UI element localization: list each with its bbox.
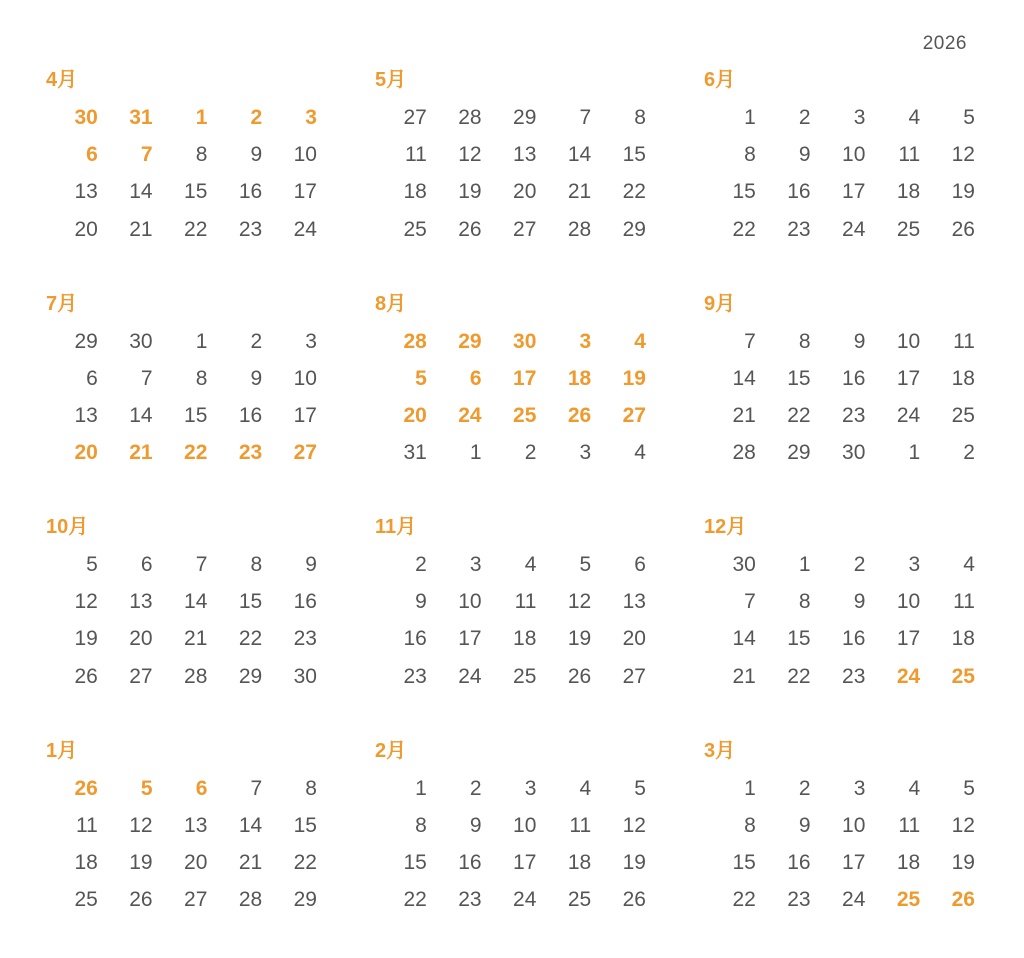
month-title: 12月 (704, 511, 975, 543)
day-cell[interactable]: 10 (262, 360, 317, 397)
day-cell[interactable]: 4 (482, 546, 537, 583)
day-cell-highlighted[interactable]: 25 (920, 658, 975, 695)
month-title: 9月 (704, 288, 975, 320)
day-cell[interactable]: 9 (756, 136, 811, 173)
day-cell[interactable]: 26 (43, 658, 98, 695)
day-cell[interactable]: 25 (43, 881, 98, 918)
day-cell[interactable]: 22 (372, 881, 427, 918)
day-cell[interactable]: 28 (536, 211, 591, 248)
day-cell[interactable]: 19 (591, 844, 646, 881)
day-cell[interactable]: 2 (811, 546, 866, 583)
month-title: 3月 (704, 735, 975, 767)
day-cell[interactable]: 18 (865, 173, 920, 210)
day-cell-highlighted[interactable]: 26 (920, 881, 975, 918)
day-cell[interactable]: 19 (920, 173, 975, 210)
day-cell[interactable]: 18 (43, 844, 98, 881)
day-cell-highlighted[interactable]: 28 (372, 323, 427, 360)
day-cell[interactable]: 23 (207, 211, 262, 248)
day-cell-highlighted[interactable]: 6 (427, 360, 482, 397)
day-cell[interactable]: 26 (427, 211, 482, 248)
day-cell[interactable]: 29 (262, 881, 317, 918)
day-cell-highlighted[interactable]: 29 (427, 323, 482, 360)
month-title: 2月 (375, 735, 646, 767)
day-cell[interactable]: 3 (482, 770, 537, 807)
day-cell[interactable]: 22 (207, 620, 262, 657)
day-cell-highlighted[interactable]: 30 (482, 323, 537, 360)
day-cell[interactable]: 24 (482, 881, 537, 918)
day-grid (372, 770, 646, 919)
day-cell[interactable]: 1 (756, 546, 811, 583)
day-cell[interactable]: 10 (865, 323, 920, 360)
month-title: 10月 (46, 511, 317, 543)
day-cell[interactable]: 30 (98, 323, 153, 360)
day-cell-highlighted[interactable]: 7 (98, 136, 153, 173)
day-cell-highlighted[interactable]: 25 (865, 881, 920, 918)
day-grid (701, 99, 975, 248)
calendar-grid (43, 64, 975, 958)
day-cell[interactable]: 15 (262, 807, 317, 844)
day-cell[interactable]: 27 (372, 99, 427, 136)
day-grid (701, 546, 975, 695)
day-cell[interactable]: 27 (153, 881, 208, 918)
day-cell[interactable]: 23 (811, 397, 866, 434)
day-cell-highlighted[interactable]: 2 (207, 99, 262, 136)
day-cell[interactable]: 19 (98, 844, 153, 881)
day-cell-highlighted[interactable]: 30 (43, 99, 98, 136)
day-cell[interactable]: 15 (207, 583, 262, 620)
day-cell[interactable]: 13 (98, 583, 153, 620)
day-cell[interactable]: 26 (591, 881, 646, 918)
day-cell-highlighted[interactable]: 5 (98, 770, 153, 807)
day-cell[interactable]: 24 (811, 881, 866, 918)
day-cell[interactable]: 13 (591, 583, 646, 620)
day-cell[interactable]: 7 (536, 99, 591, 136)
day-cell[interactable]: 23 (262, 620, 317, 657)
day-cell[interactable]: 19 (43, 620, 98, 657)
day-cell[interactable]: 1 (427, 434, 482, 471)
day-cell-highlighted[interactable]: 3 (536, 323, 591, 360)
day-cell[interactable]: 20 (591, 620, 646, 657)
day-cell[interactable]: 8 (756, 583, 811, 620)
day-cell[interactable]: 30 (811, 434, 866, 471)
day-cell[interactable]: 16 (372, 620, 427, 657)
day-cell[interactable]: 28 (701, 434, 756, 471)
month-title: 7月 (46, 288, 317, 320)
day-cell-highlighted[interactable]: 24 (865, 658, 920, 695)
month-title: 6月 (704, 64, 975, 96)
day-cell[interactable]: 8 (153, 360, 208, 397)
day-cell-highlighted[interactable]: 26 (43, 770, 98, 807)
day-cell-highlighted[interactable]: 27 (591, 397, 646, 434)
day-grid (701, 323, 975, 472)
day-cell[interactable]: 10 (811, 136, 866, 173)
day-cell[interactable]: 11 (536, 807, 591, 844)
day-cell[interactable]: 4 (536, 770, 591, 807)
day-cell[interactable]: 15 (701, 844, 756, 881)
day-cell[interactable]: 10 (865, 583, 920, 620)
day-cell[interactable]: 10 (427, 583, 482, 620)
day-cell[interactable]: 26 (920, 211, 975, 248)
day-cell[interactable]: 26 (536, 658, 591, 695)
day-cell[interactable]: 7 (701, 323, 756, 360)
day-cell[interactable]: 19 (920, 844, 975, 881)
day-cell[interactable]: 8 (153, 136, 208, 173)
day-cell[interactable]: 13 (482, 136, 537, 173)
day-cell-highlighted[interactable]: 4 (591, 323, 646, 360)
day-grid (43, 323, 317, 472)
day-cell[interactable]: 7 (207, 770, 262, 807)
day-cell[interactable]: 9 (207, 136, 262, 173)
day-cell[interactable]: 23 (756, 881, 811, 918)
day-cell[interactable]: 16 (756, 844, 811, 881)
day-cell[interactable]: 22 (591, 173, 646, 210)
day-cell-highlighted[interactable]: 5 (372, 360, 427, 397)
day-cell[interactable]: 21 (701, 397, 756, 434)
day-cell[interactable]: 4 (865, 99, 920, 136)
day-cell[interactable]: 13 (43, 173, 98, 210)
day-cell[interactable]: 14 (701, 620, 756, 657)
day-cell[interactable]: 22 (756, 397, 811, 434)
day-cell[interactable]: 17 (865, 620, 920, 657)
day-cell[interactable]: 10 (482, 807, 537, 844)
day-cell[interactable]: 20 (98, 620, 153, 657)
day-grid (43, 770, 317, 919)
day-cell[interactable]: 28 (427, 99, 482, 136)
day-cell[interactable]: 19 (536, 620, 591, 657)
day-cell[interactable]: 18 (920, 360, 975, 397)
day-cell[interactable]: 12 (920, 807, 975, 844)
day-cell[interactable]: 12 (920, 136, 975, 173)
day-cell[interactable]: 15 (372, 844, 427, 881)
month-title: 1月 (46, 735, 317, 767)
day-cell-highlighted[interactable]: 20 (43, 434, 98, 471)
day-cell[interactable]: 22 (701, 881, 756, 918)
day-cell[interactable]: 11 (920, 323, 975, 360)
day-cell[interactable]: 3 (811, 770, 866, 807)
day-cell[interactable]: 1 (865, 434, 920, 471)
day-cell[interactable]: 2 (427, 770, 482, 807)
day-cell-highlighted[interactable]: 17 (482, 360, 537, 397)
day-grid (372, 99, 646, 248)
day-cell[interactable]: 31 (372, 434, 427, 471)
day-cell-highlighted[interactable]: 27 (262, 434, 317, 471)
day-cell[interactable]: 6 (43, 360, 98, 397)
day-cell-highlighted[interactable]: 6 (43, 136, 98, 173)
day-cell[interactable]: 9 (756, 807, 811, 844)
day-cell-highlighted[interactable]: 3 (262, 99, 317, 136)
day-cell[interactable]: 21 (701, 658, 756, 695)
day-cell[interactable]: 19 (427, 173, 482, 210)
day-cell[interactable]: 20 (43, 211, 98, 248)
day-cell[interactable]: 14 (701, 360, 756, 397)
month-block (701, 511, 975, 735)
day-cell[interactable]: 20 (482, 173, 537, 210)
day-cell[interactable]: 15 (153, 173, 208, 210)
day-cell[interactable]: 3 (427, 546, 482, 583)
day-cell[interactable]: 15 (756, 360, 811, 397)
day-cell[interactable]: 1 (701, 770, 756, 807)
day-cell[interactable]: 16 (811, 360, 866, 397)
day-cell[interactable]: 9 (372, 583, 427, 620)
day-cell[interactable]: 27 (98, 658, 153, 695)
day-cell[interactable]: 25 (482, 658, 537, 695)
day-cell[interactable]: 11 (43, 807, 98, 844)
day-cell-highlighted[interactable]: 21 (98, 434, 153, 471)
day-cell[interactable]: 25 (372, 211, 427, 248)
day-cell[interactable]: 9 (207, 360, 262, 397)
day-cell[interactable]: 18 (536, 844, 591, 881)
day-cell[interactable]: 17 (427, 620, 482, 657)
day-cell[interactable]: 11 (865, 136, 920, 173)
day-cell[interactable]: 12 (98, 807, 153, 844)
day-cell[interactable]: 8 (591, 99, 646, 136)
day-grid (372, 546, 646, 695)
month-block (43, 288, 317, 512)
day-cell-highlighted[interactable]: 23 (207, 434, 262, 471)
day-cell[interactable]: 29 (482, 99, 537, 136)
day-cell[interactable]: 12 (591, 807, 646, 844)
day-cell[interactable]: 8 (756, 323, 811, 360)
month-block (372, 288, 646, 512)
day-cell[interactable]: 15 (591, 136, 646, 173)
day-cell[interactable]: 17 (865, 360, 920, 397)
day-cell[interactable]: 22 (701, 211, 756, 248)
day-cell[interactable]: 4 (920, 546, 975, 583)
day-cell[interactable]: 14 (98, 397, 153, 434)
day-cell[interactable]: 17 (811, 844, 866, 881)
day-cell[interactable]: 7 (98, 360, 153, 397)
day-cell[interactable]: 6 (98, 546, 153, 583)
month-block (43, 64, 317, 288)
day-cell[interactable]: 5 (591, 770, 646, 807)
day-grid (43, 546, 317, 695)
day-cell[interactable]: 3 (536, 434, 591, 471)
day-cell[interactable]: 8 (262, 770, 317, 807)
day-cell[interactable]: 27 (591, 658, 646, 695)
month-block (701, 64, 975, 288)
day-cell[interactable]: 16 (262, 583, 317, 620)
day-cell-highlighted[interactable]: 6 (153, 770, 208, 807)
day-cell[interactable]: 23 (372, 658, 427, 695)
day-cell[interactable]: 8 (701, 136, 756, 173)
day-cell-highlighted[interactable]: 26 (536, 397, 591, 434)
day-cell[interactable]: 29 (756, 434, 811, 471)
day-cell[interactable]: 23 (811, 658, 866, 695)
day-cell[interactable]: 25 (865, 211, 920, 248)
day-cell[interactable]: 24 (427, 658, 482, 695)
day-cell[interactable]: 5 (920, 770, 975, 807)
day-cell[interactable]: 16 (811, 620, 866, 657)
month-block (43, 511, 317, 735)
day-cell[interactable]: 2 (372, 546, 427, 583)
day-cell-highlighted[interactable]: 19 (591, 360, 646, 397)
day-cell[interactable]: 3 (262, 323, 317, 360)
month-block (701, 288, 975, 512)
month-title: 5月 (375, 64, 646, 96)
day-cell[interactable]: 26 (98, 881, 153, 918)
day-cell[interactable]: 17 (262, 173, 317, 210)
day-grid (43, 99, 317, 248)
day-cell[interactable]: 1 (372, 770, 427, 807)
day-cell[interactable]: 15 (153, 397, 208, 434)
day-cell[interactable]: 5 (920, 99, 975, 136)
day-cell[interactable]: 29 (207, 658, 262, 695)
day-cell[interactable]: 3 (811, 99, 866, 136)
day-cell[interactable]: 7 (153, 546, 208, 583)
day-cell[interactable]: 18 (920, 620, 975, 657)
day-cell[interactable]: 3 (865, 546, 920, 583)
day-cell-highlighted[interactable]: 31 (98, 99, 153, 136)
day-cell-highlighted[interactable]: 18 (536, 360, 591, 397)
day-cell[interactable]: 29 (43, 323, 98, 360)
day-cell[interactable]: 28 (207, 881, 262, 918)
month-block (372, 511, 646, 735)
day-cell[interactable]: 21 (536, 173, 591, 210)
day-cell[interactable]: 9 (811, 583, 866, 620)
month-block (701, 735, 975, 958)
day-cell[interactable]: 15 (756, 620, 811, 657)
day-cell[interactable]: 18 (865, 844, 920, 881)
day-cell[interactable]: 11 (372, 136, 427, 173)
day-cell[interactable]: 5 (43, 546, 98, 583)
month-title: 11月 (375, 511, 646, 543)
day-cell[interactable]: 13 (153, 807, 208, 844)
day-cell[interactable]: 14 (536, 136, 591, 173)
day-cell[interactable]: 8 (207, 546, 262, 583)
day-cell[interactable]: 4 (865, 770, 920, 807)
day-cell[interactable]: 21 (207, 844, 262, 881)
day-cell[interactable]: 16 (207, 397, 262, 434)
day-cell[interactable]: 23 (756, 211, 811, 248)
day-cell[interactable]: 29 (591, 211, 646, 248)
day-cell[interactable]: 14 (153, 583, 208, 620)
day-cell[interactable]: 11 (865, 807, 920, 844)
day-cell[interactable]: 6 (591, 546, 646, 583)
day-cell[interactable]: 30 (701, 546, 756, 583)
day-cell-highlighted[interactable]: 25 (482, 397, 537, 434)
day-cell[interactable]: 18 (482, 620, 537, 657)
day-cell[interactable]: 8 (372, 807, 427, 844)
day-cell[interactable]: 25 (920, 397, 975, 434)
day-cell[interactable]: 11 (920, 583, 975, 620)
day-cell[interactable]: 1 (153, 323, 208, 360)
day-grid (372, 323, 646, 472)
day-cell[interactable]: 10 (262, 136, 317, 173)
day-cell[interactable]: 11 (482, 583, 537, 620)
day-cell[interactable]: 28 (153, 658, 208, 695)
day-cell[interactable]: 2 (482, 434, 537, 471)
day-cell-highlighted[interactable]: 1 (153, 99, 208, 136)
day-cell[interactable]: 18 (372, 173, 427, 210)
day-cell[interactable]: 14 (98, 173, 153, 210)
day-cell[interactable]: 12 (536, 583, 591, 620)
day-cell[interactable]: 9 (262, 546, 317, 583)
day-cell[interactable]: 17 (811, 173, 866, 210)
month-title: 4月 (46, 64, 317, 96)
day-grid (701, 770, 975, 919)
day-cell[interactable]: 21 (98, 211, 153, 248)
day-cell[interactable]: 8 (701, 807, 756, 844)
day-cell[interactable]: 17 (482, 844, 537, 881)
day-cell[interactable]: 5 (536, 546, 591, 583)
day-cell[interactable]: 16 (756, 173, 811, 210)
day-cell[interactable]: 12 (427, 136, 482, 173)
day-cell[interactable]: 27 (482, 211, 537, 248)
day-cell[interactable]: 16 (427, 844, 482, 881)
day-cell[interactable]: 9 (427, 807, 482, 844)
day-cell[interactable]: 24 (811, 211, 866, 248)
day-cell[interactable]: 16 (207, 173, 262, 210)
day-cell[interactable]: 12 (43, 583, 98, 620)
day-cell-highlighted[interactable]: 24 (427, 397, 482, 434)
day-cell[interactable]: 23 (427, 881, 482, 918)
day-cell[interactable]: 22 (756, 658, 811, 695)
day-cell[interactable]: 15 (701, 173, 756, 210)
year-label: 2026 (923, 33, 967, 55)
day-cell[interactable]: 25 (536, 881, 591, 918)
month-block (372, 64, 646, 288)
day-cell[interactable]: 2 (207, 323, 262, 360)
day-cell[interactable]: 7 (701, 583, 756, 620)
day-cell[interactable]: 4 (591, 434, 646, 471)
day-cell[interactable]: 2 (756, 770, 811, 807)
day-cell[interactable]: 17 (262, 397, 317, 434)
day-cell[interactable]: 24 (262, 211, 317, 248)
day-cell[interactable]: 2 (920, 434, 975, 471)
day-cell[interactable]: 21 (153, 620, 208, 657)
day-cell[interactable]: 30 (262, 658, 317, 695)
month-block (372, 735, 646, 958)
day-cell-highlighted[interactable]: 22 (153, 434, 208, 471)
month-title: 8月 (375, 288, 646, 320)
day-cell[interactable]: 14 (207, 807, 262, 844)
day-cell[interactable]: 20 (153, 844, 208, 881)
day-cell[interactable]: 10 (811, 807, 866, 844)
day-cell[interactable]: 2 (756, 99, 811, 136)
day-cell[interactable]: 9 (811, 323, 866, 360)
day-cell[interactable]: 24 (865, 397, 920, 434)
month-block (43, 735, 317, 958)
day-cell[interactable]: 1 (701, 99, 756, 136)
day-cell[interactable]: 22 (153, 211, 208, 248)
day-cell-highlighted[interactable]: 20 (372, 397, 427, 434)
day-cell[interactable]: 13 (43, 397, 98, 434)
day-cell[interactable]: 22 (262, 844, 317, 881)
